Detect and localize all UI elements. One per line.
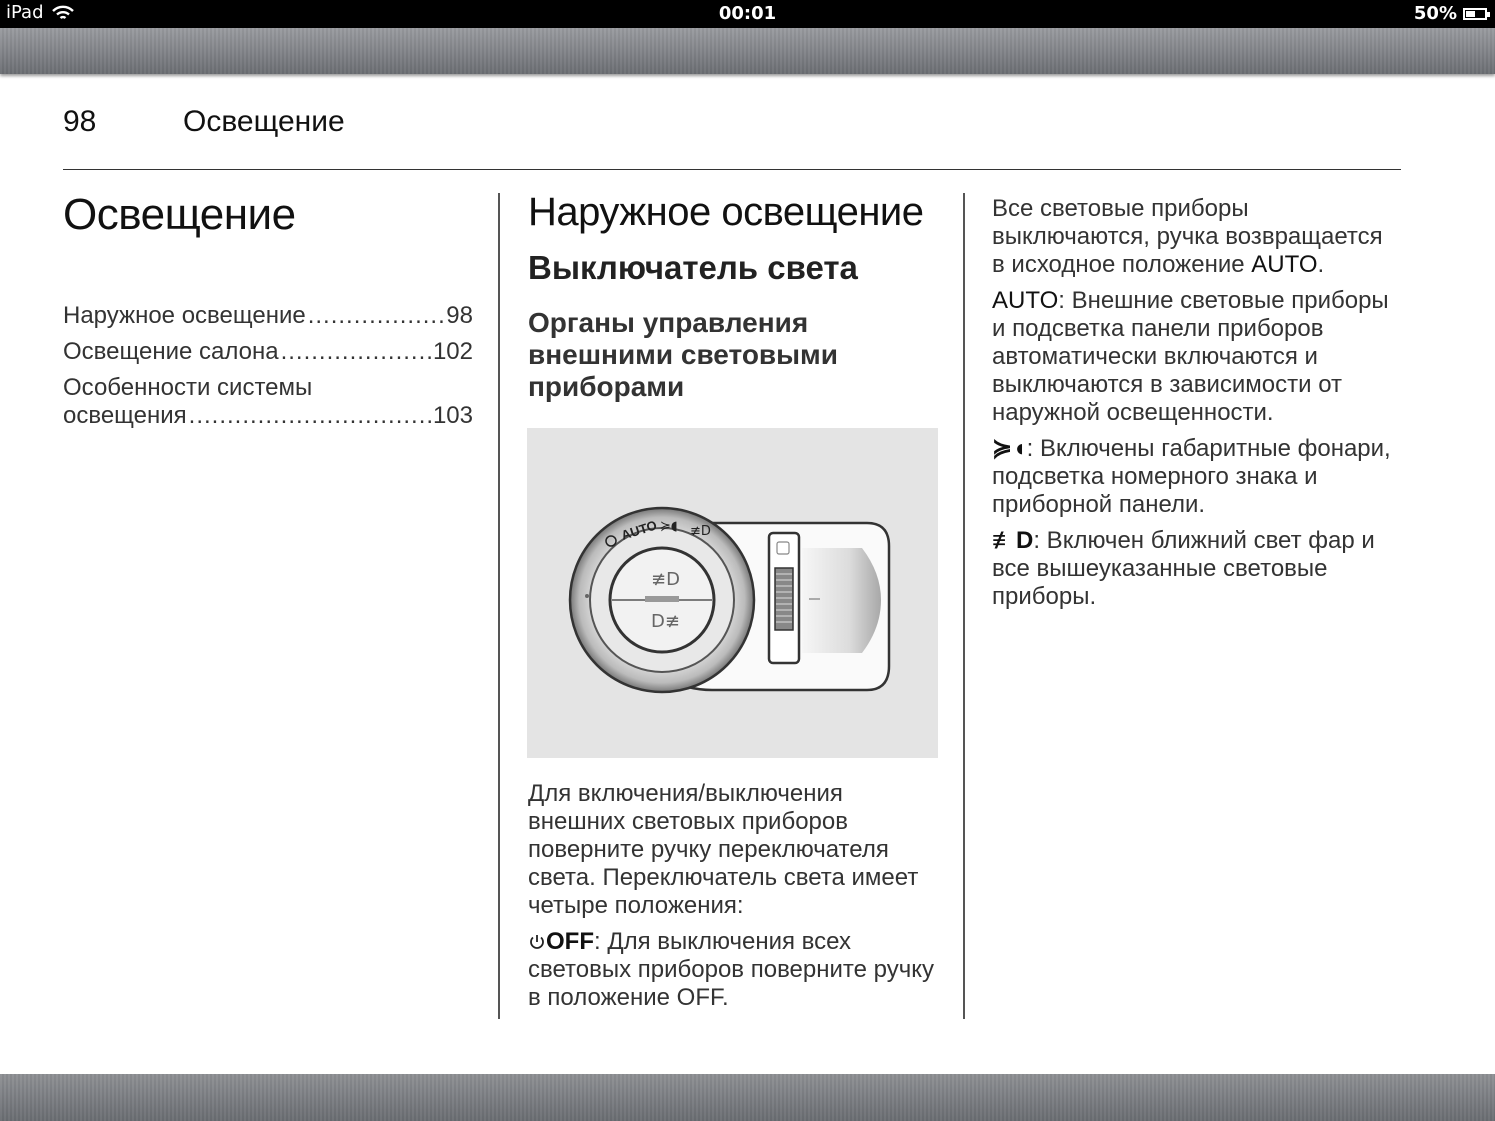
subsubsection-heading: Органы управления внешними световыми приборами [528,307,838,402]
toc-label: Наружное освещение [63,302,306,329]
battery-status [1414,3,1487,24]
middle-body [528,780,938,1020]
toc-item-features[interactable] [63,374,473,430]
device-name: iPad [6,2,44,23]
dial-lowbeam-icon: ≢D [690,524,711,539]
toc-label-line1: Особенности системы [63,374,313,401]
toc-leader [281,338,431,366]
battery-fill [1466,11,1475,17]
status-time: 00:01 [718,3,777,24]
reader-toolbar[interactable] [0,28,1495,74]
low-beam-text: : Включен ближний свет фар и все вышеуказанные световые приборы. [992,527,1375,610]
low-beam-icon: ≢D [992,527,1034,554]
toc-item-exterior[interactable] [63,302,473,330]
toc-leader [189,402,431,430]
sidelights-text: : Включены габаритные фонари, подсветка номерного знака и приборной панели. [992,435,1391,518]
toc-page: 102 [432,338,473,365]
battery-icon [1463,8,1487,20]
table-of-contents [63,302,473,430]
toc-item-interior[interactable] [63,338,473,366]
auto-text: : Внешние световые приборы и подсветка панели приборов автоматически включаются и выключаются в зависимости от наружной освещенности. [992,287,1389,426]
light-switch-illustration [527,428,938,758]
toc-leader [308,302,445,330]
toc-page: 103 [432,402,473,429]
svg-text:≢D: ≢D [651,569,680,590]
page-number: 98 [63,105,97,138]
light-switch-figure [527,428,938,758]
status-bar [0,0,1495,28]
chapter-title: Освещение [63,190,296,239]
left-column [63,190,473,438]
sidelights-icon: ≽◖ [992,435,1027,462]
auto-word: AUTO [1251,251,1318,278]
toc-label: Освещение салона [63,338,279,365]
switch-description: Для включения/выключения внешних световых приборов поверните ручку переключателя света. Переключатель света имеет четыре положения: [528,780,919,919]
dial-label-auto: AUTO [619,517,659,543]
low-beam-item [992,527,1402,611]
subsection-heading: Выключатель света [528,249,858,286]
off-label: OFF [546,928,594,955]
section-title: Освещение [183,105,345,138]
off-item [528,928,938,1012]
auto-return-text: Все световые приборы выключаются, ручка возвращается в исходное положение [992,195,1383,278]
reader-bottom-bar[interactable] [0,1074,1495,1121]
toc-page: 98 [446,302,473,329]
power-icon [528,933,546,951]
auto-return-period: . [1317,251,1325,278]
dial-sidelights-icon: ≽◖ [660,519,678,534]
column-divider-2 [963,193,965,1019]
header-divider [63,169,1401,170]
column-divider-1 [498,193,500,1019]
right-column [992,195,1402,619]
svg-text:D≢: D≢ [651,611,680,632]
toc-label-line2: освещения [63,402,187,429]
sidelights-item [992,435,1402,519]
auto-return-paragraph [992,195,1402,279]
off-text: : Для выключения всех световых приборов поверните ручку в положение OFF. [528,928,934,1011]
auto-label: AUTO [992,287,1059,314]
section-heading: Наружное освещение [528,190,924,234]
auto-item [992,287,1402,427]
battery-percent: 50% [1413,3,1457,24]
